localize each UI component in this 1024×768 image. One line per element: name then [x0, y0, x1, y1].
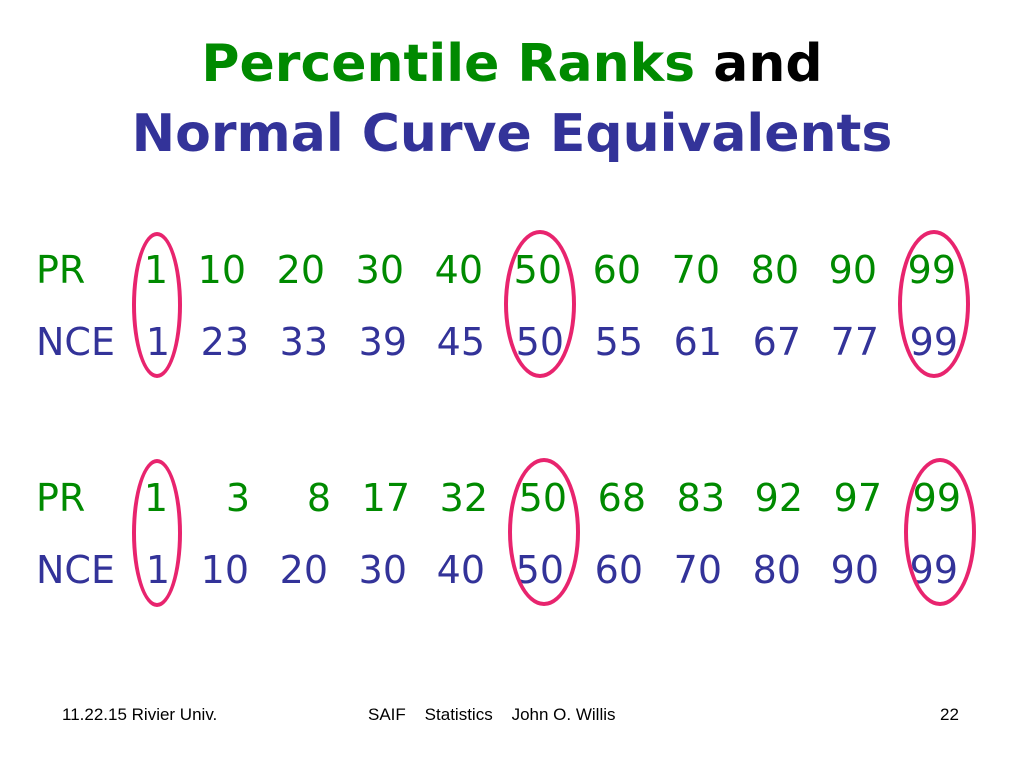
- table-2-nce-value: 20: [279, 548, 328, 592]
- table-2-nce-value: 99: [909, 548, 958, 592]
- table-1-pr-value: 80: [750, 248, 799, 292]
- table-2-nce-value: 70: [673, 548, 722, 592]
- highlight-oval-first-column: [132, 232, 182, 378]
- highlight-oval-last-column: [898, 230, 970, 378]
- table-1-nce-value: 23: [200, 320, 249, 364]
- table-1-nce-value: 45: [436, 320, 485, 364]
- table-1-pr-value: 60: [592, 248, 641, 292]
- footer-course: SAIF Statistics John O. Willis: [368, 705, 616, 724]
- table-2-pr-value: 8: [306, 476, 331, 520]
- table-2-nce-value: 90: [830, 548, 879, 592]
- table-2-pr-value: 97: [833, 476, 882, 520]
- table-2-pr-value: 32: [439, 476, 488, 520]
- table-1-nce-value: 99: [909, 320, 958, 364]
- table-1-pr-value: 10: [197, 248, 246, 292]
- highlight-oval-last-column: [904, 458, 976, 606]
- table-2-pr-value: 1: [143, 476, 168, 520]
- highlight-oval-middle-column: [508, 458, 580, 606]
- table-2-pr-value: 50: [518, 476, 567, 520]
- table-1-nce-value: 1: [145, 320, 170, 364]
- table-2-nce-value: 10: [200, 548, 249, 592]
- footer-date-place: 11.22.15 Rivier Univ.: [62, 705, 218, 724]
- table-2-pr-value: 83: [676, 476, 725, 520]
- table-1-nce-value: 77: [830, 320, 879, 364]
- table-1-pr-value: 20: [276, 248, 325, 292]
- table-2-pr-value: 92: [754, 476, 803, 520]
- table-1-pr-value: 99: [907, 248, 956, 292]
- table-1-nce-value: 50: [515, 320, 564, 364]
- table-1-pr-value: 1: [143, 248, 168, 292]
- highlight-oval-middle-column: [504, 230, 576, 378]
- table-1-pr-value: 30: [355, 248, 404, 292]
- table-1-pr-value: 50: [513, 248, 562, 292]
- table-1-nce-value: 55: [594, 320, 643, 364]
- title-line-2: Normal Curve Equivalents: [131, 104, 893, 164]
- table-2-pr-value: 3: [225, 476, 250, 520]
- table-2-nce-value: 30: [358, 548, 407, 592]
- table-2-nce-value: 40: [436, 548, 485, 592]
- table-2-pr-value: 17: [361, 476, 410, 520]
- table-1-nce-value: 67: [752, 320, 801, 364]
- title-and: and: [713, 34, 823, 94]
- table-2-nce-value: 50: [515, 548, 564, 592]
- table-2-nce-value: 80: [752, 548, 801, 592]
- pr-label: PR: [36, 248, 86, 292]
- table-1-pr-value: 90: [828, 248, 877, 292]
- table-1-nce-value: 33: [279, 320, 328, 364]
- table-2-pr-value: 99: [912, 476, 961, 520]
- pr-label: PR: [36, 476, 86, 520]
- title-line-1: [0, 34, 1024, 94]
- table-2-pr-value: 68: [597, 476, 646, 520]
- title-percentile-ranks: Percentile Ranks: [201, 34, 696, 94]
- table-1-nce-value: 39: [358, 320, 407, 364]
- table-2-nce-value: 60: [594, 548, 643, 592]
- nce-label: NCE: [36, 548, 115, 592]
- table-2-nce-value: 1: [145, 548, 170, 592]
- table-1-nce-value: 61: [673, 320, 722, 364]
- nce-label: NCE: [36, 320, 115, 364]
- table-1-pr-value: 40: [434, 248, 483, 292]
- table-1-pr-value: 70: [671, 248, 720, 292]
- footer-page-number: 22: [940, 705, 959, 724]
- highlight-oval-first-column: [132, 459, 182, 607]
